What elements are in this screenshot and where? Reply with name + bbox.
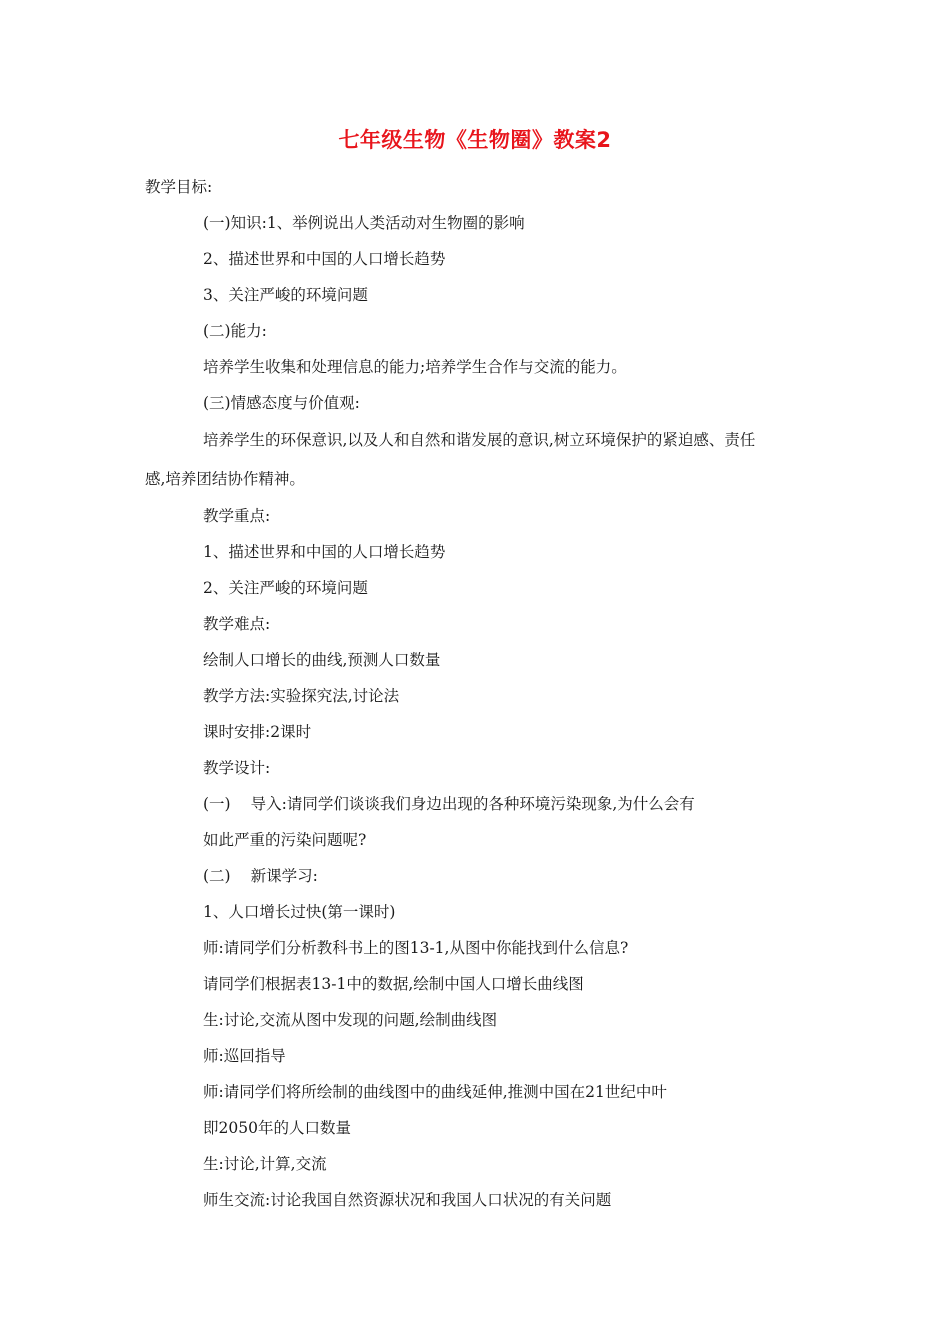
text-line: 课时安排:2课时: [203, 723, 312, 741]
text-line: 感,培养团结协作精神。: [145, 470, 305, 488]
section-marker: (一): [203, 795, 231, 813]
text-line: 2、关注严峻的环境问题: [203, 579, 368, 597]
text-line: 1、人口增长过快(第一课时): [203, 903, 396, 921]
text-line: (一)知识:1、举例说出人类活动对生物圈的影响: [203, 214, 525, 232]
text-line: 1、描述世界和中国的人口增长趋势: [203, 543, 446, 561]
text-line: 教学设计:: [203, 759, 271, 777]
text-line: 生:讨论,计算,交流: [203, 1155, 327, 1173]
text-line: 请同学们根据表13-1中的数据,绘制中国人口增长曲线图: [203, 975, 584, 993]
text-line: 教学难点:: [203, 615, 271, 633]
text-span: 导入:请同学们谈谈我们身边出现的各种环境污染现象,为什么会有: [250, 795, 695, 813]
text-line: 培养学生的环保意识,以及人和自然和谐发展的意识,树立环境保护的紧迫感、责任: [203, 431, 756, 449]
document-title: 七年级生物《生物圈》教案2: [338, 128, 612, 152]
section-marker: (二): [203, 867, 231, 885]
text-line: (三)情感态度与价值观:: [203, 394, 360, 412]
text-line: 师生交流:讨论我国自然资源状况和我国人口状况的有关问题: [203, 1191, 612, 1209]
text-line: 2、描述世界和中国的人口增长趋势: [203, 250, 446, 268]
text-line: 师:巡回指导: [203, 1047, 286, 1065]
text-line: 教学方法:实验探究法,讨论法: [203, 687, 400, 705]
text-line: [203, 866, 318, 886]
text-line: (二)能力:: [203, 322, 267, 340]
text-line: 即2050年的人口数量: [203, 1119, 351, 1137]
text-line: 如此严重的污染问题呢?: [203, 831, 367, 849]
text-line: 教学重点:: [203, 507, 271, 525]
text-line: 师:请同学们将所绘制的曲线图中的曲线延伸,推测中国在21世纪中叶: [203, 1083, 667, 1101]
text-span: 新课学习:: [250, 867, 318, 885]
text-line: 师:请同学们分析教科书上的图13-1,从图中你能找到什么信息?: [203, 939, 629, 957]
text-line: 教学目标:: [145, 178, 213, 196]
text-line: [203, 794, 695, 814]
text-line: 3、关注严峻的环境问题: [203, 286, 368, 304]
text-line: 绘制人口增长的曲线,预测人口数量: [203, 651, 441, 669]
text-line: 培养学生收集和处理信息的能力;培养学生合作与交流的能力。: [203, 358, 627, 376]
text-line: 生:讨论,交流从图中发现的问题,绘制曲线图: [203, 1011, 498, 1029]
